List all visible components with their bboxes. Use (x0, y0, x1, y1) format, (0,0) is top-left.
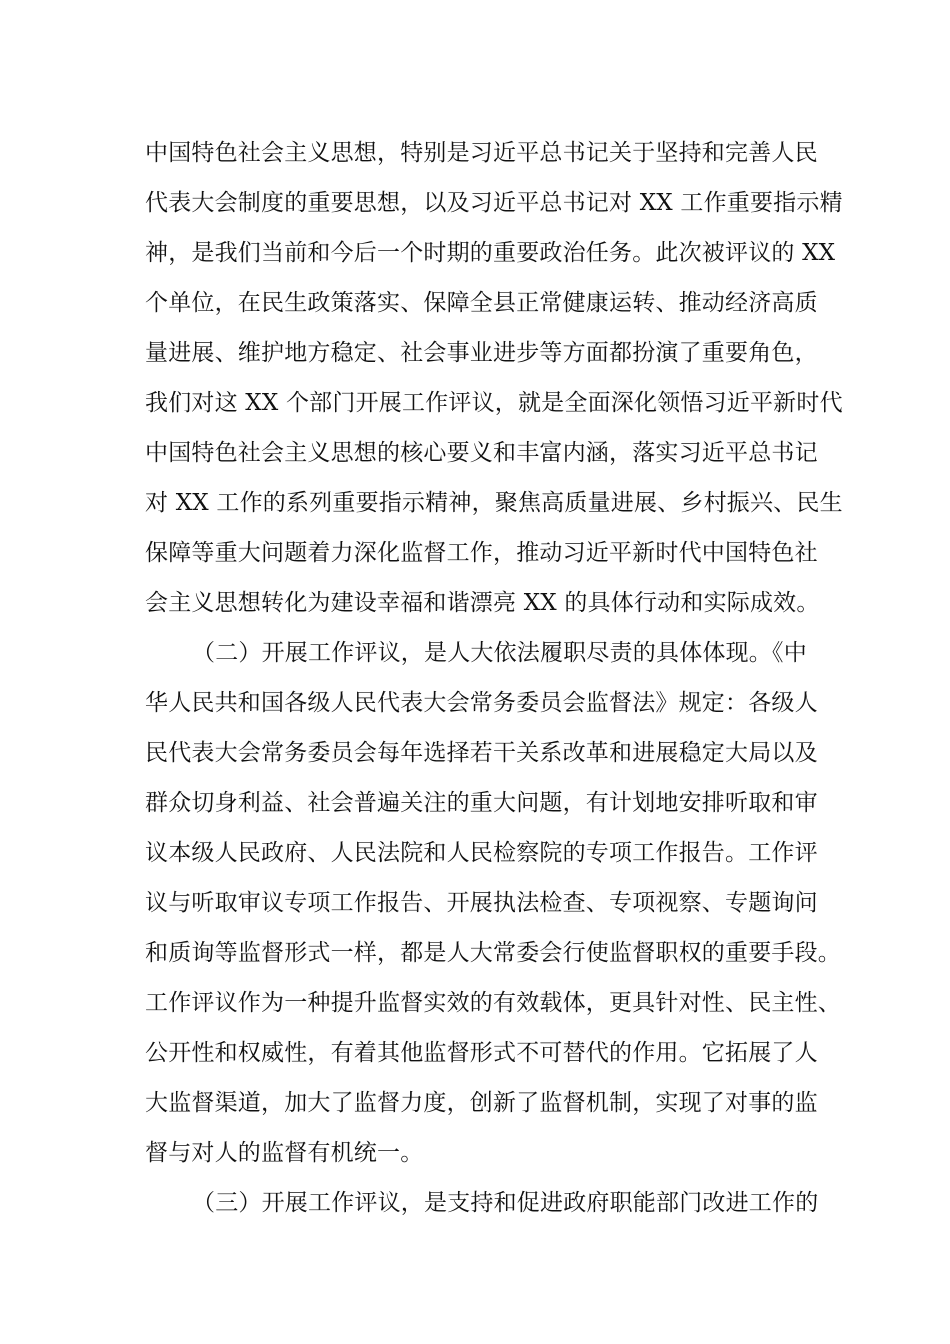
paragraph-heading-2: （二）开展工作评议，是人大依法履职尽责的具体体现。《中 (192, 640, 807, 666)
text-line: 量进展、维护地方稳定、社会事业进步等方面都扮演了重要角色， (145, 340, 818, 366)
text-line: 代表大会制度的重要思想，以及习近平总书记对 XX 工作重要指示精 (145, 190, 843, 216)
text-line: 神，是我们当前和今后一个时期的重要政治任务。此次被评议的 XX (145, 240, 836, 266)
text-line: 和质询等监督形式一样，都是人大常委会行使监督职权的重要手段。 (145, 940, 841, 966)
text-line: 民代表大会常务委员会每年选择若干关系改革和进展稳定大局以及 (145, 740, 818, 766)
text-line: 对 XX 工作的系列重要指示精神，聚焦高质量进展、乡村振兴、民生 (145, 490, 843, 516)
text-line: 会主义思想转化为建设幸福和谐漂亮 XX 的具体行动和实际成效。 (145, 590, 820, 616)
text-line: 华人民共和国各级人民代表大会常务委员会监督法》规定：各级人 (145, 690, 818, 716)
text-line: 议与听取审议专项工作报告、开展执法检查、专项视察、专题询问 (145, 890, 818, 916)
text-line: 大监督渠道，加大了监督力度，创新了监督机制，实现了对事的监 (145, 1090, 818, 1116)
text-line: 督与对人的监督有机统一。 (145, 1140, 424, 1166)
text-line: 个单位，在民生政策落实、保障全县正常健康运转、推动经济高质 (145, 290, 818, 316)
text-line: 保障等重大问题着力深化监督工作，推动习近平新时代中国特色社 (145, 540, 818, 566)
text-line: 我们对这 XX 个部门开展工作评议，就是全面深化领悟习近平新时代 (145, 390, 843, 416)
paragraph-heading-3: （三）开展工作评议，是支持和促进政府职能部门改进工作的 (192, 1190, 819, 1216)
text-line: 工作评议作为一种提升监督实效的有效载体，更具针对性、民主性、 (145, 990, 841, 1016)
text-line: 公开性和权威性，有着其他监督形式不可替代的作用。它拓展了人 (145, 1040, 818, 1066)
text-line: 中国特色社会主义思想的核心要义和丰富内涵，落实习近平总书记 (145, 440, 818, 466)
text-line: 中国特色社会主义思想，特别是习近平总书记关于坚持和完善人民 (145, 140, 818, 166)
text-line: 群众切身利益、社会普遍关注的重大问题，有计划地安排听取和审 (145, 790, 818, 816)
text-line: 议本级人民政府、人民法院和人民检察院的专项工作报告。工作评 (145, 840, 818, 866)
